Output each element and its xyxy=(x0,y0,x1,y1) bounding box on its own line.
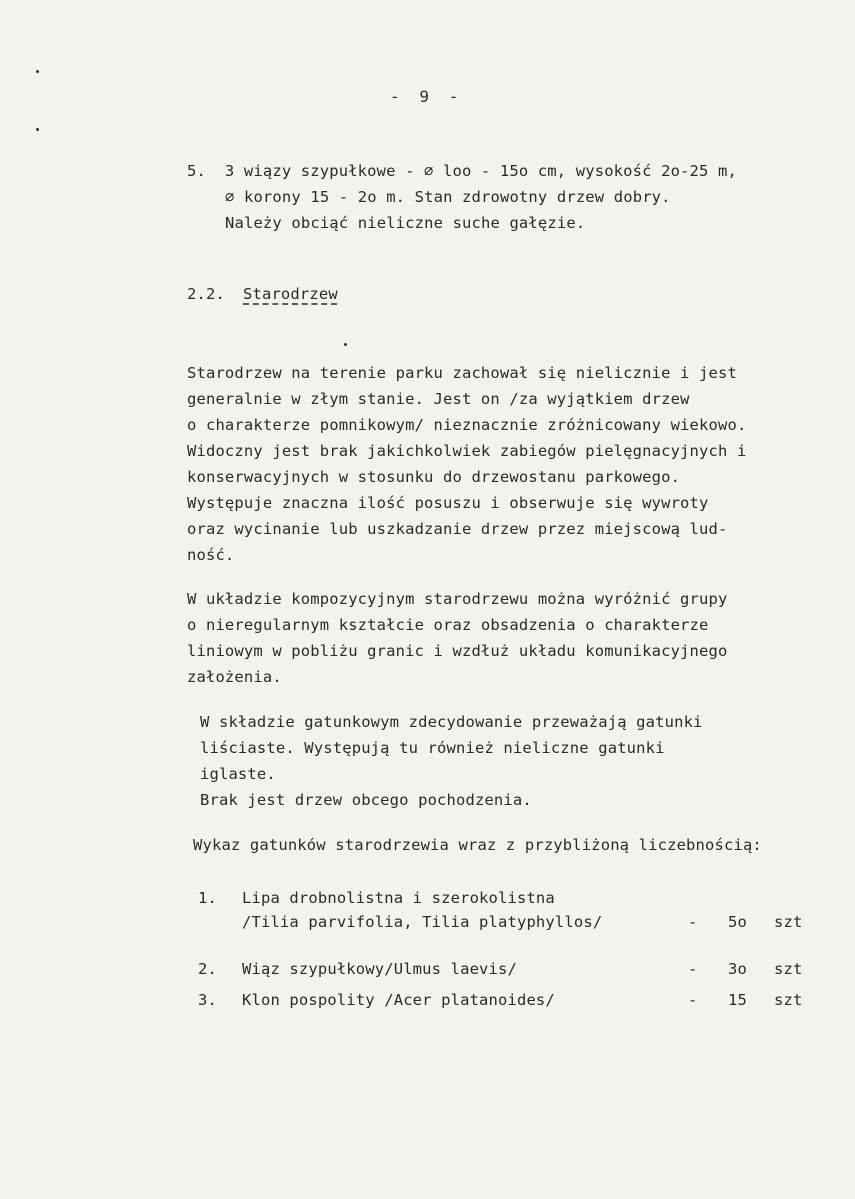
section-title: Starodrzew xyxy=(243,285,338,303)
species-dash: - xyxy=(688,991,698,1009)
paragraph1-line: ność. xyxy=(187,546,235,564)
species-dash: - xyxy=(688,960,698,978)
paragraph2-line: o nieregularnym kształcie oraz obsadzenia o charakterze xyxy=(187,616,709,634)
section-number: 2.2. xyxy=(187,285,225,303)
species-name: Klon pospolity /Acer platanoides/ xyxy=(242,991,555,1009)
species-name: Lipa drobnolistna i szerokolistna xyxy=(242,889,555,907)
item5-line2: ∅ korony 15 - 2o m. Stan zdrowotny drzew dobry. xyxy=(225,188,671,206)
scan-speck xyxy=(36,128,39,131)
item5-line3: Należy obciąć nieliczne suche gałęzie. xyxy=(225,214,586,232)
species-latin-name: /Tilia parvifolia, Tilia platyphyllos/ xyxy=(242,913,603,931)
paragraph2-line: liniowym w pobliżu granic i wzdłuż układu komunikacyjnego xyxy=(187,642,728,660)
species-count: 3o xyxy=(728,960,747,978)
paragraph1-line: Widoczny jest brak jakichkolwiek zabiegów pielęgnacyjnych i xyxy=(187,442,747,460)
species-list-intro: Wykaz gatunków starodrzewia wraz z przybliżoną liczebnością: xyxy=(193,836,762,854)
species-unit: szt xyxy=(774,913,803,931)
species-number: 1. xyxy=(198,889,217,907)
scan-speck xyxy=(36,70,39,73)
paragraph1-line: oraz wycinanie lub uszkadzanie drzew przez miejscową lud- xyxy=(187,520,728,538)
paragraph1-line: Występuje znaczna ilość posuszu i obserwuje się wywroty xyxy=(187,494,709,512)
scan-speck xyxy=(344,343,347,346)
paragraph3-line: Brak jest drzew obcego pochodzenia. xyxy=(200,791,532,809)
paragraph1-line: konserwacyjnych w stosunku do drzewostanu parkowego. xyxy=(187,468,681,486)
species-count: 15 xyxy=(728,991,747,1009)
paragraph1-line: Starodrzew na terenie parku zachował się nielicznie i jest xyxy=(187,364,737,382)
paragraph1-line: generalnie w złym stanie. Jest on /za wyjątkiem drzew xyxy=(187,390,690,408)
paragraph3-line: W składzie gatunkowym zdecydowanie przeważają gatunki xyxy=(200,713,703,731)
paragraph3-line: liściaste. Występują tu również nieliczne gatunki xyxy=(200,739,665,757)
species-unit: szt xyxy=(774,960,803,978)
species-name: Wiąz szypułkowy/Ulmus laevis/ xyxy=(242,960,517,978)
species-dash: - xyxy=(688,913,698,931)
paragraph3-line: iglaste. xyxy=(200,765,276,783)
species-unit: szt xyxy=(774,991,803,1009)
item5-line1: 5. 3 wiązy szypułkowe - ∅ loo - 15o cm, wysokość 2o-25 m, xyxy=(187,162,737,180)
paragraph1-line: o charakterze pomnikowym/ nieznacznie zróżnicowany wiekowo. xyxy=(187,416,747,434)
paragraph2-line: W układzie kompozycyjnym starodrzewu można wyróżnić grupy xyxy=(187,590,728,608)
paragraph2-line: założenia. xyxy=(187,668,282,686)
page-number: - 9 - xyxy=(390,87,459,106)
species-number: 2. xyxy=(198,960,217,978)
species-number: 3. xyxy=(198,991,217,1009)
species-count: 5o xyxy=(728,913,747,931)
